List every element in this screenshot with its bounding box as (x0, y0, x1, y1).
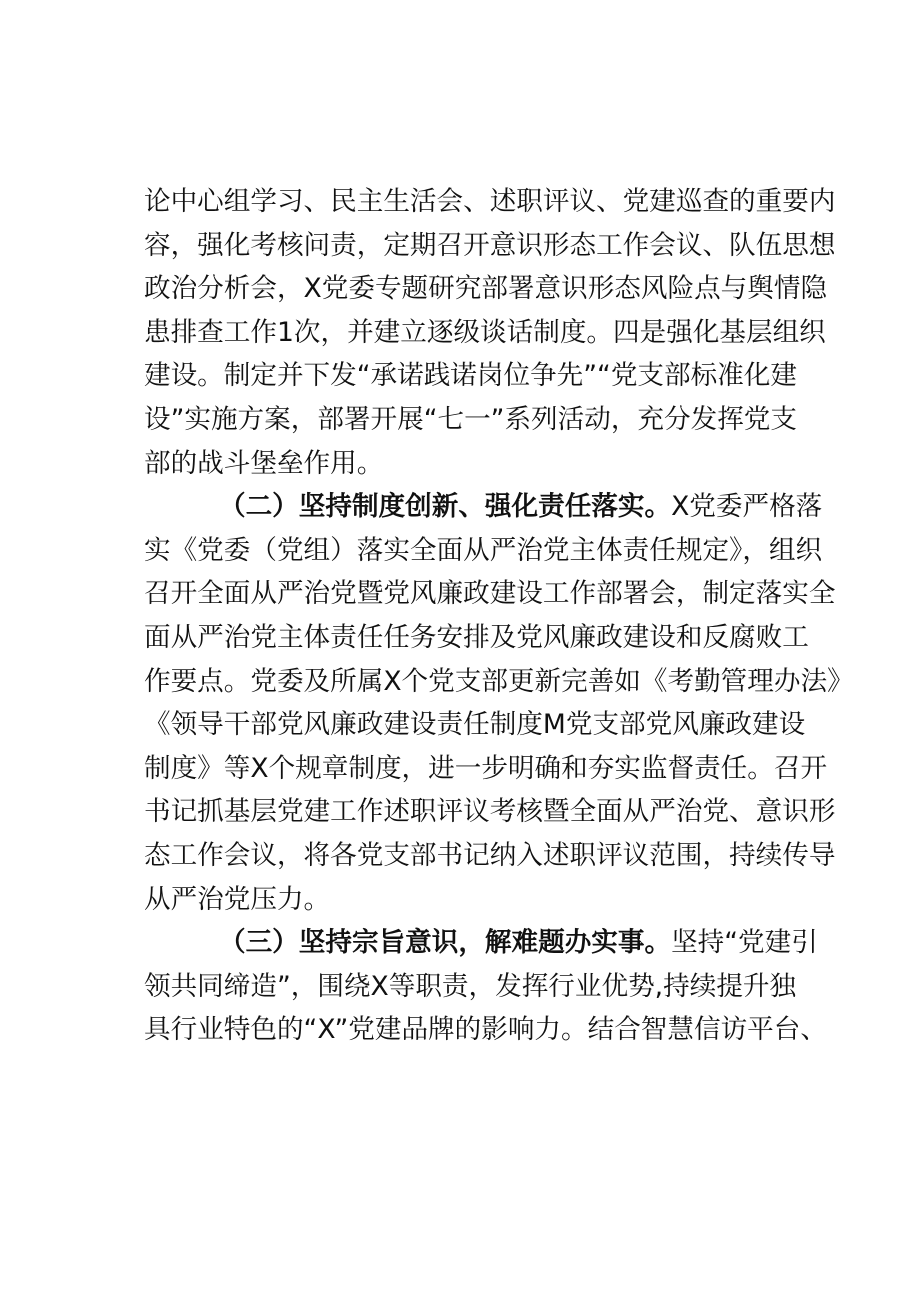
text-line (144, 354, 797, 398)
text-line (144, 485, 823, 529)
text-run: 部的战斗堡垒作用。 (144, 447, 384, 479)
text-line (144, 747, 828, 791)
text-run: 实《党委（党组）落实全面从严治党主体责任规定》，组织 (144, 534, 823, 566)
text-line (144, 921, 818, 965)
text-run: 坚持“党建引 (671, 927, 818, 959)
text-line (144, 267, 828, 311)
text-line (144, 1008, 827, 1052)
text-run: 态工作会议，将各党支部书记纳入述职评议范围，持续传导 (144, 839, 836, 871)
text-run: 政治分析会，X党委专题研究部署意识形态风险点与舆情隐 (144, 273, 828, 305)
text-run: 领共同缔造”，围绕X等职责，发挥行业优势,持续提升独 (144, 970, 797, 1002)
text-line (144, 572, 836, 616)
text-line (144, 398, 797, 442)
section-heading: （二）坚持制度创新、强化责任落实。 (219, 491, 672, 523)
text-run: 面从严治党主体责任任务安排及党风廉政建设和反腐败工 (144, 621, 809, 653)
paragraph-3 (144, 921, 827, 1052)
text-run: 《领导干部党风廉政建设责任制度M党支部党风廉政建设 (144, 709, 806, 741)
text-run: 召开全面从严治党暨党风廉政建设工作部署会，制定落实全 (144, 578, 836, 610)
text-line (144, 790, 836, 834)
text-run: X党委严格落 (671, 491, 823, 523)
text-line (144, 616, 809, 660)
body-text (144, 180, 854, 1052)
text-line (144, 703, 806, 747)
text-line (144, 224, 836, 268)
text-run: 论中心组学习、民主生活会、述职评议、党建巡查的重要内 (144, 186, 836, 217)
text-line (144, 965, 797, 1009)
text-run: 作要点。党委及所属X个党支部更新完善如《考勤管理办法》 (144, 665, 854, 697)
text-line (144, 878, 784, 922)
text-line (144, 311, 826, 355)
text-line (144, 180, 836, 224)
paragraph-2 (144, 485, 854, 921)
text-run: 书记抓基层党建工作述职评议考核暨全面从严治党、意识形 (144, 796, 836, 828)
text-run: 制度》等X个规章制度，进一步明确和夯实监督责任。召开 (144, 752, 828, 784)
text-line (144, 529, 823, 573)
section-heading: （三）坚持宗旨意识，解难题办实事。 (219, 927, 672, 959)
text-run: 建设。制定并下发“承诺践诺岗位争先”“党支部标准化建 (144, 360, 797, 392)
text-run: 具行业特色的“X”党建品牌的影响力。结合智慧信访平台、 (144, 1014, 827, 1046)
text-run: 设”实施方案，部署开展“七一”系列活动，充分发挥党支 (144, 403, 797, 435)
text-run: 患排查工作1次，并建立逐级谈话制度。四是强化基层组织 (144, 316, 826, 348)
text-line (144, 834, 836, 878)
text-line (144, 442, 784, 486)
text-line (144, 660, 854, 704)
text-run: 容，强化考核问责，定期召开意识形态工作会议、队伍思想 (144, 229, 836, 261)
paragraph-1 (144, 180, 836, 485)
text-run: 从严治党压力。 (144, 883, 331, 915)
